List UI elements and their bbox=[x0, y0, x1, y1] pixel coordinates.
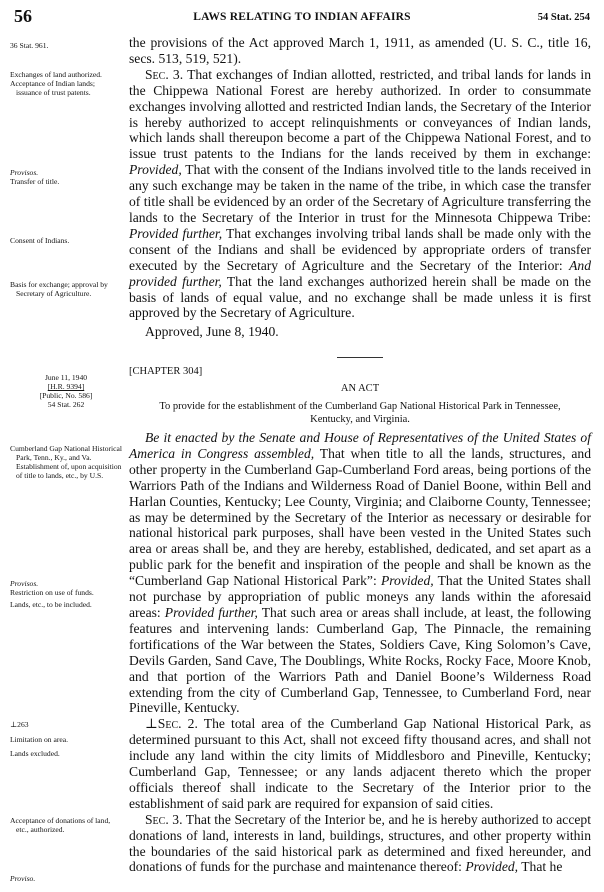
margin-note-act-dates: June 11, 1940 [H.R. 9394] [Public, No. 586] 54 Stat. 262 bbox=[39, 373, 93, 409]
margin-note-exchanges: Exchanges of land authorized. Acceptance of Indian lands; issuance of trust patents. bbox=[10, 70, 102, 97]
paragraph-sec3: Sec. 3. That exchanges of Indian allotted, restricted, and tribal lands for lands in the Chippewa National Forest are hereby authorized. In order to consummate exchanges involving allotted and restricted Indian lands, the Secretary of the Interior is hereby authorized to accept relinquishments or conveyances of Indian lands, which lands shall thereupon become a part of the Chippewa National Forest, and to issue trust patents to the Indians for the lands received by them in exchange: Provided, That with the consent of the Indians involved title to the lands received in any such exchange may be taken in the name of the tribe, in which case the transfer of title shall be evidenced by an order of the Secretary of Agriculture transferring the lands to the Secretary of the Interior in trust for the Minnesota Chippewa Tribe: Provided further, That exchanges involving tribal lands shall be made only with the consent of the Indians and shall be evidenced by appropriate orders of transfer executed by the Secretary of Agriculture and the Secretary of the Interior: And provided further, That the land exchanges authorized herein shall be made on the basis of lands of equal value, and no exchange shall be made unless it is first approved by the Secretary of Agriculture. bbox=[129, 66, 591, 321]
margin-note-proviso: Proviso. bbox=[10, 874, 36, 883]
act-title: To provide for the establishment of the Cumberland Gap National Historical Park in Tennessee, Kentucky, and Virginia. bbox=[159, 401, 561, 425]
text-block-sec3-chippewa bbox=[129, 35, 591, 340]
paragraph-sec1: Be it enacted by the Senate and House of Representatives of the United States of America in Congress assembled, That when title to all the lands, structures, and other property in the Cumberland Gap-Cumberland Ford areas, being portions of the Warriors Path of the Indians and Wilderness Road of Daniel Boone, within Bell and Harlan Counties, Kentucky; Lee County, Virginia; and Claiborne County, Tennessee; as may be determined by the Secretary of the Interior as necessary or desirable for national historical park purposes, shall have been vested in the United States such area or areas shall be, and they are hereby, established, dedicated, and set apart as a public park for the benefit and inspiration of the people and shall be known as the “Cumberland Gap National Historical Park”: Provided, That the United States shall not purchase by appropriation of public moneys any lands within the aforesaid areas: Provided further, That such area or areas shall include, at least, the following features and intervening lands: Cumberland Gap, The Pinnacle, the remaining fortifications of the War between the States, Soldiers Cave, King Solomon’s Cave, Devils Garden, Sand Cave, The Doublings, White Rocks, Rocky Face, Moore Knob, and that portion of the Warriors Path and Daniel Boone’s Wilderness Road extending from the city of Cumberland Gap, Tennessee, to Cumberland Ford, near Pineville, Kentucky. bbox=[129, 430, 592, 716]
page-number: 56 bbox=[14, 6, 32, 26]
paragraph-citation: the provisions of the Act approved March 1, 1911, as amended (U. S. C., title 16, secs. 513, 519, 521). bbox=[129, 35, 591, 66]
section-divider bbox=[337, 357, 383, 358]
an-act-heading: AN ACT bbox=[340, 382, 380, 394]
running-title: LAWS RELATING TO INDIAN AFFAIRS bbox=[193, 11, 411, 23]
chapter-heading bbox=[129, 366, 591, 426]
approval-line: Approved, June 8, 1940. bbox=[145, 324, 279, 340]
margin-note-provisos: Provisos. Transfer of title. bbox=[10, 168, 60, 186]
paragraph-sec3-donations: Sec. 3. That the Secretary of the Interior be, and he is hereby authorized to accept donations of land, interests in land, buildings, structures, and other property within the boundaries of the said historical park as determined and fixed hereunder, and donations of funds for the purchase and maintenance thereof: Provided, That he bbox=[129, 811, 591, 875]
margin-note-restrictions: Provisos. Restriction on use of funds. Lands, etc., to be included. bbox=[10, 579, 94, 609]
chapter-number: [CHAPTER 304] bbox=[129, 366, 203, 377]
margin-note-limitation: Limitation on area. bbox=[10, 735, 68, 744]
margin-note-page-mark: ⊥263 bbox=[10, 720, 29, 729]
margin-note-park-establishment: Cumberland Gap National Historical Park, Tenn., Ky., and Va. Establishment of, upon acquisition of title to lands, etc., by U.S. bbox=[10, 444, 122, 480]
margin-note-consent: Consent of Indians. bbox=[10, 236, 70, 245]
text-block-cumberland-gap bbox=[129, 430, 591, 875]
margin-note-donations: Acceptance of donations of land, etc., authorized. bbox=[10, 816, 111, 834]
page-header bbox=[0, 6, 604, 32]
statute-reference: 54 Stat. 254 bbox=[537, 12, 590, 23]
margin-note-basis: Basis for exchange; approval by Secretary of Agriculture. bbox=[10, 280, 108, 298]
margin-note-citation: 36 Stat. 961. bbox=[10, 41, 49, 50]
paragraph-sec2: ⊥Sec. 2. The total area of the Cumberland Gap National Historical Park, as determined pursuant to this Act, shall not exceed fifty thousand acres, and shall not include any land within the city limits of Middlesboro and Pineville, Kentucky; Cumberland Gap, Tennessee; or any lands adjacent thereto which the proper officials thereof shall indicate to the Secretary of the Interior prior to the establishment of said park are required for expansion of said cities. bbox=[129, 716, 591, 811]
margin-note-lands-excluded: Lands excluded. bbox=[10, 749, 60, 758]
